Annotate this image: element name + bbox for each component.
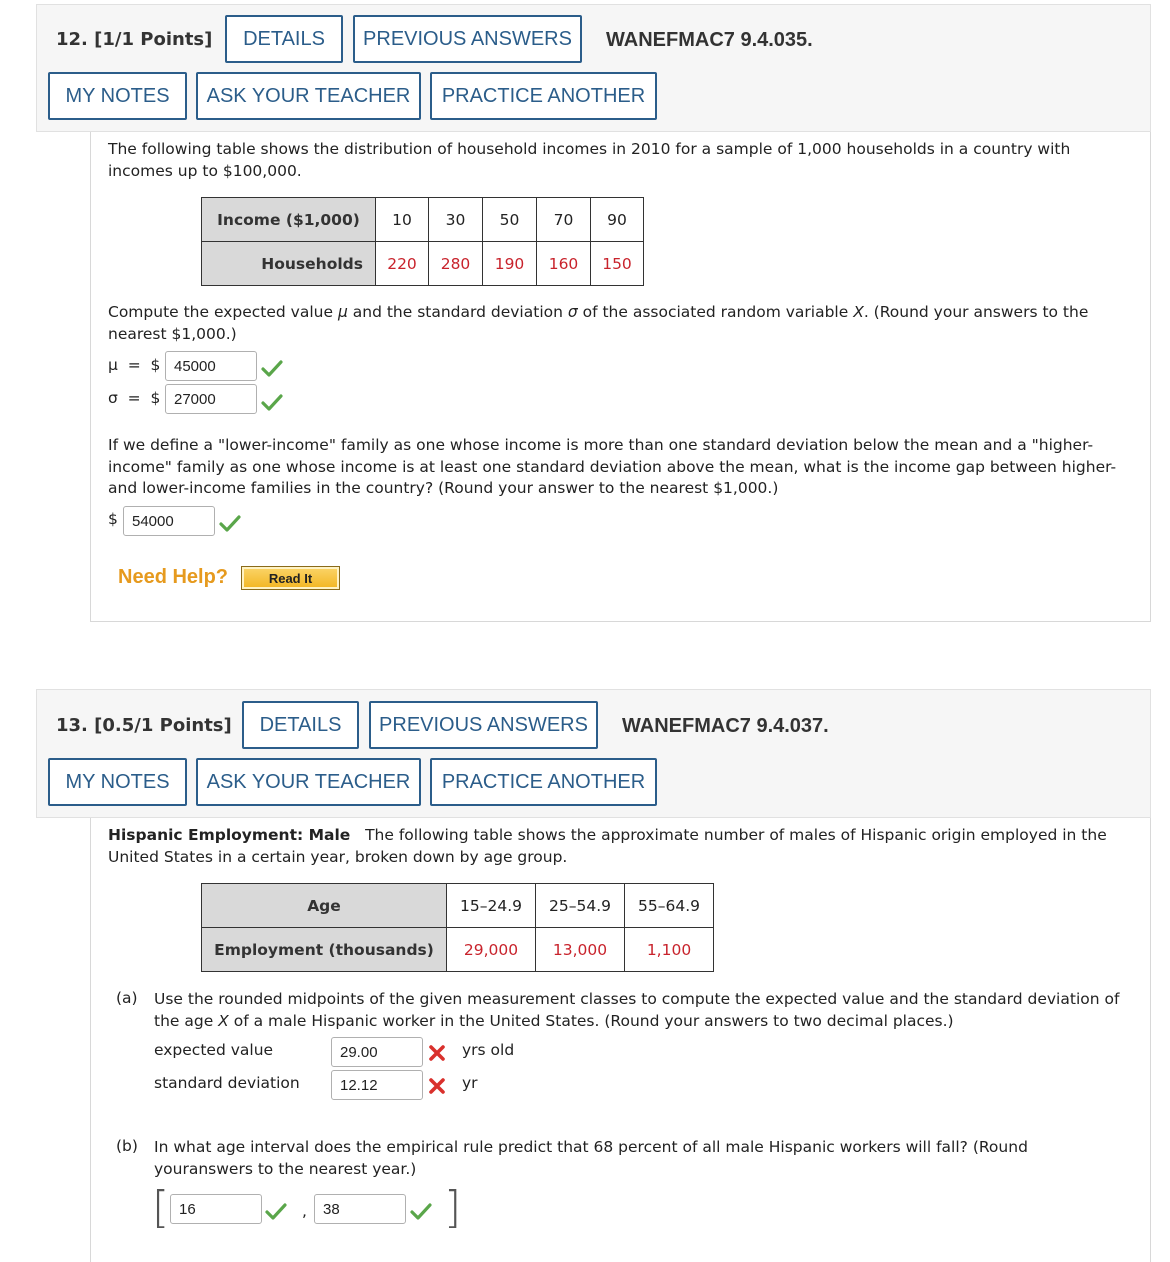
q12-ask-teacher-button[interactable]: ASK YOUR TEACHER	[196, 72, 421, 120]
q13-interval-low-input[interactable]: 16	[170, 1194, 262, 1224]
q13-stddev-label: standard deviation	[154, 1074, 300, 1092]
q12-gap-label: $	[108, 510, 118, 528]
table-header: Households	[202, 242, 376, 286]
table-cell: 50	[483, 198, 537, 242]
q13-stddev-unit: yr	[462, 1074, 478, 1092]
q13-stddev-input[interactable]: 12.12	[331, 1070, 423, 1100]
table-row	[202, 884, 714, 928]
q13-practice-another-button[interactable]: PRACTICE ANOTHER	[430, 758, 657, 806]
table-cell: 150	[591, 242, 644, 286]
table-cell: 280	[429, 242, 483, 286]
table-cell: 160	[537, 242, 591, 286]
table-cell: 70	[537, 198, 591, 242]
q13-part-a-text: Use the rounded midpoints of the given measurement classes to compute the expected value and the standard deviation of the age X of a male Hispanic worker in the United States. (Round your answers to two decimal places.)	[154, 990, 1120, 1030]
table-cell: 29,000	[447, 928, 536, 972]
q13-part-b-label: (b)	[116, 1137, 138, 1155]
q12-previous-answers-button[interactable]: PREVIOUS ANSWERS	[353, 15, 582, 63]
q13-interval-low-correct-icon	[265, 1202, 287, 1220]
q12-details-button[interactable]: DETAILS	[225, 15, 343, 63]
table-row	[202, 928, 714, 972]
interval-comma: ,	[302, 1202, 307, 1220]
interval-open-bracket: [	[152, 1182, 170, 1233]
table-cell: 13,000	[536, 928, 625, 972]
q12-sigma-input[interactable]: 27000	[165, 384, 257, 414]
q13-expected-label: expected value	[154, 1041, 274, 1059]
table-cell: 1,100	[625, 928, 714, 972]
q13-my-notes-button[interactable]: MY NOTES	[48, 758, 187, 806]
table-cell: 190	[483, 242, 537, 286]
q13-number: 13. [0.5/1 Points]	[56, 715, 232, 736]
q12-my-notes-button[interactable]: MY NOTES	[48, 72, 187, 120]
q13-previous-answers-button[interactable]: PREVIOUS ANSWERS	[369, 701, 598, 749]
table-header: Age	[202, 884, 447, 928]
q13-part-b-text: In what age interval does the empirical rule predict that 68 percent of all male Hispanic workers will fall? (Round youranswers to the nearest year.)	[154, 1138, 1028, 1178]
table-row	[202, 242, 644, 286]
q12-mu-input[interactable]: 45000	[165, 351, 257, 381]
q12-compute-instructions: Compute the expected value μ and the standard deviation σ of the associated random variable X. (Round your answers to the nearest $1,000.)	[108, 303, 1089, 343]
q13-expected-input[interactable]: 29.00	[331, 1037, 423, 1067]
q12-practice-another-button[interactable]: PRACTICE ANOTHER	[430, 72, 657, 120]
need-help-label: Need Help?	[118, 566, 229, 588]
q13-part-a-label: (a)	[116, 989, 138, 1007]
table-cell: 15–24.9	[447, 884, 536, 928]
table-cell: 220	[376, 242, 429, 286]
table-cell: 90	[591, 198, 644, 242]
q13-interval-high-correct-icon	[410, 1202, 432, 1220]
q12-mu-correct-icon	[261, 359, 283, 377]
q12-gap-correct-icon	[219, 514, 241, 532]
table-cell: 55–64.9	[625, 884, 714, 928]
q13-intro: Hispanic Employment: Male The following table shows the approximate number of males of Hispanic origin employed in the United States in a certain year, broken down by age group.	[108, 826, 1107, 866]
table-row	[202, 198, 644, 242]
q13-interval-high-input[interactable]: 38	[314, 1194, 406, 1224]
q12-mu-label: μ = $	[108, 356, 161, 374]
q13-problem-code: WANEFMAC7 9.4.037.	[622, 715, 829, 737]
q12-intro: The following table shows the distribution of household incomes in 2010 for a sample of 1,000 households in a country with incomes up to $100,000.	[108, 140, 1071, 180]
q13-expected-incorrect-icon	[428, 1044, 446, 1062]
q13-ask-teacher-button[interactable]: ASK YOUR TEACHER	[196, 758, 421, 806]
table-header: Employment (thousands)	[202, 928, 447, 972]
interval-close-bracket: ]	[444, 1182, 462, 1233]
q13-details-button[interactable]: DETAILS	[242, 701, 359, 749]
q12-problem-code: WANEFMAC7 9.4.035.	[606, 29, 813, 51]
q13-expected-unit: yrs old	[462, 1041, 515, 1059]
q12-income-table	[201, 197, 644, 286]
q12-number: 12. [1/1 Points]	[56, 29, 213, 50]
q12-gap-question: If we define a "lower-income" family as one whose income is more than one standard deviation below the mean and a "higher-income" family as one whose income is at least one standard deviation above the mean, what is the income gap between higher- and lower-income families in the country? (Round your answer to the nearest $1,000.)	[108, 436, 1117, 497]
table-cell: 10	[376, 198, 429, 242]
q13-stddev-incorrect-icon	[428, 1077, 446, 1095]
table-cell: 25–54.9	[536, 884, 625, 928]
q12-gap-input[interactable]: 54000	[123, 506, 215, 536]
q13-employment-table	[201, 883, 714, 972]
table-cell: 30	[429, 198, 483, 242]
q12-sigma-label: σ = $	[108, 389, 161, 407]
q12-sigma-correct-icon	[261, 393, 283, 411]
read-it-button[interactable]: Read It	[241, 566, 340, 590]
table-header: Income ($1,000)	[202, 198, 376, 242]
